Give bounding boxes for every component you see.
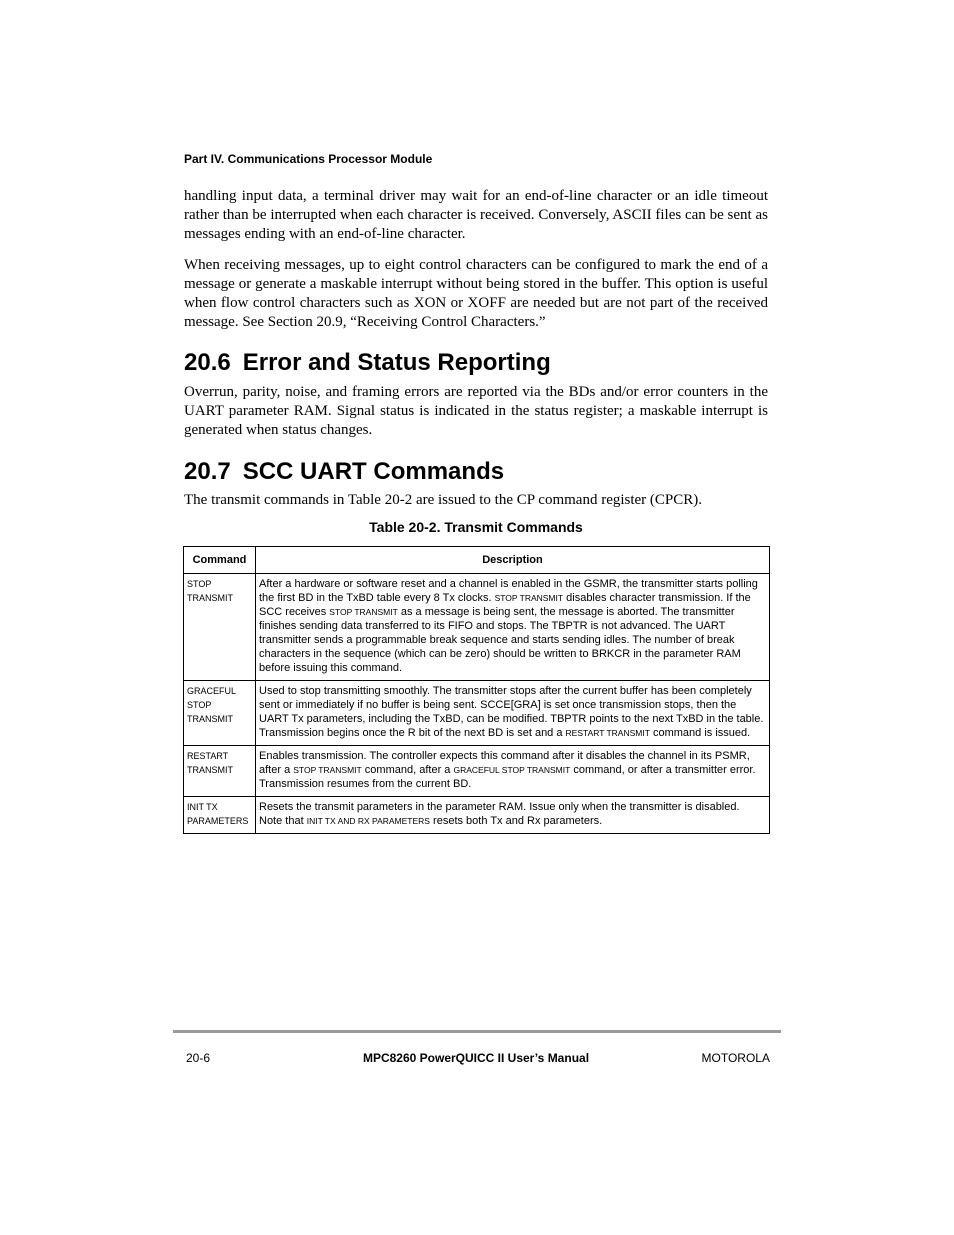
description-cell (256, 797, 770, 834)
command-cell (184, 797, 256, 834)
section-number: 20.7 (184, 458, 231, 485)
description-text: command, or after a transmitter error. Transmission resumes from the current BD. (259, 764, 756, 790)
description-cell (256, 574, 770, 681)
command-word: STOP (187, 579, 212, 589)
command-cell (184, 574, 256, 681)
description-text: Used to stop transmitting smoothly. The transmitter stops after the current buffer has been completely sent or immediately if no buffer is being sent. SCCE[GRA] is set once transmission stops, then the UART Tx parameters, including the TxBD, can be modified. TBPTR points to the next TxBD in the table. Transmission begins once the R bit of the next BD is set and a (259, 685, 764, 739)
paragraph: handling input data, a terminal driver may wait for an end-of-line character or an idle timeout rather than be interrupted when each character is received. Conversely, ASCII files can be sent as messages ending with an end-of-line character. (184, 188, 768, 242)
table-body (184, 574, 770, 834)
section-number: 20.6 (184, 349, 231, 376)
description-text: command, after a (361, 764, 454, 776)
table-row (184, 681, 770, 746)
section-title: Error and Status Reporting (242, 349, 551, 376)
manual-title: MPC8260 PowerQUICC II User’s Manual (362, 1051, 590, 1065)
command-word: STOP (187, 700, 212, 710)
command-reference: STOP TRANSMIT (329, 607, 398, 617)
column-header: Description (256, 547, 770, 574)
command-word: RESTART (187, 751, 229, 761)
command-word: GRACEFUL (187, 686, 237, 696)
table-row (184, 574, 770, 681)
table-caption: Table 20-2. Transmit Commands (369, 519, 583, 535)
command-word: INIT TX (187, 802, 218, 812)
description-text: disables character transmission. If the SCC receives (259, 592, 751, 618)
running-head: Part IV. Communications Processor Module (184, 152, 433, 166)
command-word: TRANSMIT (187, 765, 233, 775)
description-text: as a message is being sent, the message is aborted. The transmitter finishes sending data transferred to its FIFO and stops. The TBPTR is not advanced. The UART transmitter sends a programmable break sequence and starts sending idles. The number of break characters in the sequence (which can be zero) should be written to BRKCR in the parameter RAM before issuing this command. (259, 606, 741, 674)
paragraph: When receiving messages, up to eight control characters can be configured to mark the end of a message or generate a maskable interrupt without being stored in the buffer. This option is useful when flow control characters such as XON or XOFF are needed but are not part of the received message. See Section 20.9, “Receiving Control Characters.” (184, 257, 768, 330)
transmit-commands-table (183, 546, 770, 834)
command-reference: STOP TRANSMIT (494, 593, 564, 603)
command-word: PARAMETERS (187, 816, 249, 826)
description-text: Resets the transmit parameters in the parameter RAM. Issue only when the transmitter is disabled. Note that (259, 801, 740, 827)
command-reference: RESTART TRANSMIT (565, 728, 650, 738)
command-reference: STOP TRANSMIT (293, 765, 362, 775)
page-number: 20-6 (186, 1051, 211, 1065)
description-text: Enables transmission. The controller expects this command after it disables the channel in its PSMR, after a (259, 750, 750, 776)
command-word: TRANSMIT (187, 593, 233, 603)
description-cell (256, 681, 770, 746)
paragraph: The transmit commands in Table 20-2 are issued to the CP command register (CPCR). (184, 492, 703, 508)
command-cell (184, 746, 256, 797)
paragraph: Overrun, parity, noise, and framing errors are reported via the BDs and/or error counters in the UART parameter RAM. Signal status is indicated in the status register; a maskable interrupt is generated when status changes. (184, 384, 768, 438)
section-heading (184, 349, 551, 377)
description-text: After a hardware or software reset and a channel is enabled in the GSMR, the transmitter starts polling the first BD in the TxBD table every 8 Tx clocks. (259, 578, 758, 604)
section-title: SCC UART Commands (242, 458, 505, 485)
description-text: resets both Tx and Rx parameters. (429, 815, 603, 827)
section-heading (184, 458, 504, 486)
table-row (184, 746, 770, 797)
column-header: Command (184, 547, 256, 574)
description-cell (256, 746, 770, 797)
command-reference: INIT TX AND RX PARAMETERS (306, 816, 430, 826)
description-text: command is issued. (649, 727, 751, 739)
publisher: MOTOROLA (701, 1051, 770, 1065)
table-row (184, 797, 770, 834)
footer-rule (173, 1030, 781, 1033)
command-word: TRANSMIT (187, 714, 233, 724)
table-header-row (184, 547, 770, 574)
command-cell (184, 681, 256, 746)
command-reference: GRACEFUL STOP TRANSMIT (453, 765, 571, 775)
